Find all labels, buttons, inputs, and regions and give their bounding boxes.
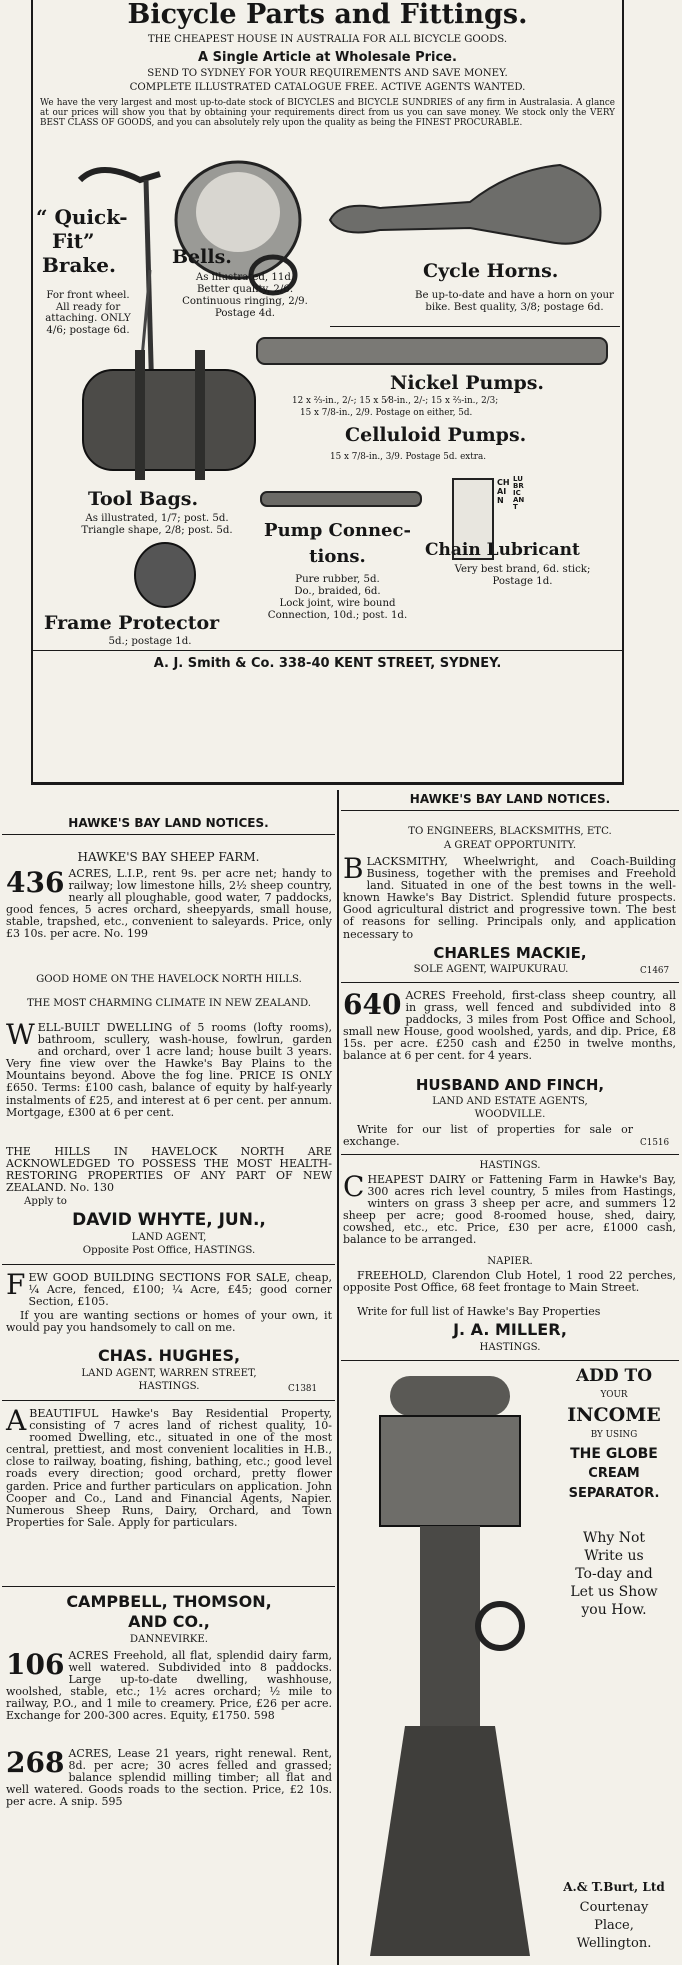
sections-ad <box>6 1268 332 1309</box>
income-4: BY USING <box>590 1430 638 1440</box>
dwelling-ad <box>6 1018 332 1119</box>
freehold-text: ACRES Freehold, first-class sheep country, all in grass, well fenced and subdivided into 8 paddocks, 3 miles from Post Office and School, small new House, good woolshed, yards, and dip. Price, £8 15s. per acre. £250 cash and £250 in twelve months, balance at 6 per cent. for 4 years. <box>343 989 676 1063</box>
campbell-town: DANNEVIRKE. <box>129 1634 209 1645</box>
income-7: SEPARATOR. <box>568 1486 660 1501</box>
bicycle-footer: A. J. Smith & Co. 338-40 KENT STREET, SYDNEY. <box>153 656 502 671</box>
finch-role: LAND AND ESTATE AGENTS, <box>432 1096 588 1107</box>
connections-text-2: Do., braided, 6d. <box>294 586 381 597</box>
horns-title: Cycle Horns. <box>423 260 559 282</box>
why-3: To-day and <box>575 1566 653 1582</box>
lease-ad <box>6 1748 332 1808</box>
blacksmith-ad <box>343 852 676 941</box>
whyte-name: DAVID WHYTE, JUN., <box>72 1210 266 1230</box>
opportunity: A GREAT OPPORTUNITY. <box>443 840 577 851</box>
freehold-ad <box>343 990 676 1063</box>
sections-text-2: If you are wanting sections or homes of your own, it would pay you handsomely to call on me. <box>6 1309 332 1335</box>
burt-2: Courtenay <box>579 1900 649 1915</box>
bells-text-2: Better quality, 2/6. <box>196 284 294 295</box>
cheapest-dairy-cap: C <box>343 1170 365 1203</box>
residential-cap: A <box>6 1404 27 1437</box>
cheapest-dairy-ad <box>343 1170 676 1247</box>
left-header: HAWKE'S BAY LAND NOTICES. <box>68 816 269 830</box>
why-5: you How. <box>581 1602 647 1618</box>
brake-text: For front wheel. All ready for attaching. ONLY 4/6; postage 6d. <box>45 290 131 336</box>
finch-write: Write for our list of properties for sale or exchange. <box>343 1123 633 1149</box>
bicycle-send: SEND TO SYDNEY FOR YOUR REQUIREMENTS AND SAVE MONEY. <box>147 68 508 79</box>
cream-separator-illustration <box>350 1366 550 1964</box>
frame-protector-illustration <box>130 540 200 610</box>
hughes-addr: LAND AGENT, WARREN STREET, <box>81 1368 257 1379</box>
nickel-pump-illustration <box>255 330 615 370</box>
sections-text: EW GOOD BUILDING SECTIONS FOR SALE, cheap, ¼ Acre, fenced, £100; ¼ Acre, £45; good corner Section, £105. <box>28 1271 332 1309</box>
bicycle-title: Bicycle Parts and Fittings. <box>127 0 528 30</box>
lubricant-label-1: CHAIN <box>497 478 510 505</box>
lubricant-text-2: Postage 1d. <box>492 576 553 587</box>
income-1: ADD TO <box>575 1366 653 1386</box>
pumps-title: Nickel Pumps. <box>390 372 545 394</box>
good-home: GOOD HOME ON THE HAVELOCK NORTH HILLS. <box>36 974 302 985</box>
sheep-farm-title: HAWKE'S BAY SHEEP FARM. <box>77 850 260 864</box>
bicycle-offer: A Single Article at Wholesale Price. <box>198 50 457 65</box>
connections-title-1: Pump Connec- <box>264 520 411 541</box>
lease-num: 268 <box>6 1746 65 1779</box>
brake-title-1: “ Quick- <box>36 205 128 229</box>
napier-text: FREEHOLD, Clarendon Club Hotel, 1 rood 22 perches, opposite Post Office, 68 feet frontage to Main Street. <box>343 1269 676 1295</box>
why-1: Why Not <box>582 1530 646 1546</box>
bicycle-tagline: THE CHEAPEST HOUSE IN AUSTRALIA FOR ALL BICYCLE GOODS. <box>147 34 508 45</box>
connections-text-3: Lock joint, wire bound <box>279 598 396 609</box>
bicycle-catalogue: COMPLETE ILLUSTRATED CATALOGUE FREE. ACTIVE AGENTS WANTED. <box>129 82 526 93</box>
napier-write: Write for full list of Hawke's Bay Properties <box>357 1305 601 1318</box>
dairy-text: ACRES Freehold, all flat, splendid dairy farm, well watered. Subdivided into 8 paddocks. Large up-to-date dwelling, washhouse, woolshed, stable, etc.; 1½ acres orchard; ½ mile to railway, P.O., and 1 mile to creamery. Price, £26 per acre. Exchange for 200-300 acres. Equity, £1750. 598 <box>6 1649 332 1723</box>
charming-climate: THE MOST CHARMING CLIMATE IN NEW ZEALAND. <box>26 998 312 1009</box>
lease-text: ACRES, Lease 21 years, right renewal. Rent, 8d. per acre; 30 acres felled and grassed; balance splendid milling timber; all flat and well watered. Goods roads to the section. Price, £2 10s. per acre. A snip. 595 <box>6 1747 332 1809</box>
brake-title-3: Brake. <box>42 253 116 277</box>
whyte-role: LAND AGENT, <box>131 1232 207 1243</box>
bells-text-4: Postage 4d. <box>214 308 275 319</box>
apply-to: Apply to <box>24 1196 67 1207</box>
pumps-text-1: 12 x ⅔-in., 2/-; 15 x 5⁄8-in., 2/-; 15 x ⅔-in., 2/3; <box>292 396 499 406</box>
campbell-name-2: AND CO., <box>128 1612 210 1631</box>
bicycle-intro: We have the very largest and most up-to-date stock of BICYCLES and BICYCLE SUNDRIES of any firm in Australasia. A glance at our prices will show you that by obtaining your requirements direct from us you can save money. We stock only the VERY BEST CLASS OF GOODS, and you can absolutely rely upon the quality as being the FINEST PROCURABLE. <box>40 98 615 129</box>
blacksmith-text: LACKSMITHY, Wheelwright, and Coach-Building Business, together with the premises and Freehold land. Situated in one of the best towns in the well-known Hawke's Bay District. Splendid future prospects. Good agricultural district and progressive town. The best of reasons for selling. Principals only, and application necessary to <box>343 855 676 941</box>
mackie-code: C1467 <box>640 966 670 976</box>
finch-code: C1516 <box>640 1138 670 1148</box>
hughes-name: CHAS. HUGHES, <box>97 1346 241 1365</box>
income-2: YOUR <box>600 1390 628 1400</box>
freehold-num: 640 <box>343 988 402 1021</box>
hughes-town: HASTINGS. <box>138 1381 200 1392</box>
dairy-num: 106 <box>6 1648 65 1681</box>
sections-cap: F <box>6 1268 26 1301</box>
hills-text: THE HILLS IN HAVELOCK NORTH ARE ACKNOWLEDGED TO POSSESS THE MOST HEALTH-RESTORING PROPERTIES OF ANY PART OF NEW ZEALAND. No. 130 <box>6 1145 332 1195</box>
lubricant-text-1: Very best brand, 6d. stick; <box>454 564 591 575</box>
frame-text: 5d.; postage 1d. <box>108 636 192 647</box>
frame-title: Frame Protector <box>44 612 220 634</box>
hughes-code: C1381 <box>288 1384 318 1394</box>
bells-title: Bells. <box>172 246 232 268</box>
dwelling-cap: W <box>6 1018 35 1051</box>
income-6: CREAM <box>588 1466 640 1481</box>
napier-heading: NAPIER. <box>487 1256 533 1267</box>
connections-text-4: Connection, 10d.; post. 1d. <box>267 610 408 621</box>
dairy-farm-ad <box>6 1650 332 1723</box>
mackie-name: CHARLES MACKIE, <box>433 944 587 962</box>
income-3: INCOME <box>567 1404 661 1426</box>
sheep-num: 436 <box>6 866 65 899</box>
residential-ad <box>6 1404 332 1529</box>
burt-4: Wellington. <box>576 1936 652 1951</box>
why-2: Write us <box>584 1548 644 1564</box>
miller-name: J. A. MILLER, <box>453 1320 567 1339</box>
lubricant-title: Chain Lubricant <box>425 540 580 560</box>
celluloid-text: 15 x 7/8-in., 3/9. Postage 5d. extra. <box>330 452 487 462</box>
pumps-text-2: 15 x 7/8-in., 2/9. Postage on either, 5d. <box>300 408 473 418</box>
bells-text-1: As illustrated, 11d. <box>195 272 295 283</box>
why-4: Let us Show <box>570 1584 658 1600</box>
campbell-name-1: CAMPBELL, THOMSON, <box>66 1592 272 1611</box>
toolbags-text-1: As illustrated, 1/7; post. 5d. <box>85 513 229 524</box>
burt-1: A.& T.Burt, Ltd <box>563 1880 665 1894</box>
miller-town: HASTINGS. <box>479 1342 541 1353</box>
celluloid-title: Celluloid Pumps. <box>345 424 527 446</box>
right-header: HAWKE'S BAY LAND NOTICES. <box>409 792 611 806</box>
toolbags-title: Tool Bags. <box>88 488 199 510</box>
cheapest-dairy-text: HEAPEST DAIRY or Fattening Farm in Hawke's Bay, 300 acres rich level country, 5 miles from Hastings, winters on grass 3 sheep per acre, and summers 12 sheep per acre; good 8-roomed house, shed, dairy, cowshed, etc., etc. Price, £30 per acre, £1000 cash, balance to be arranged. <box>343 1173 676 1247</box>
horn-illustration <box>320 150 610 260</box>
dwelling-text: ELL-BUILT DWELLING of 5 rooms (lofty rooms), bathroom, scullery, wash-house, fowlrun, garden and orchard, over 1 acre land; house built 3 years. Very fine view over the Hawke's Bay Plains to the Mountains beyond. Above the fog line. PRICE IS ONLY £650. Terms: £100 cash, balance of equity by half-yearly instalments of £25, and interest at 6 per cent. per annum. Mortgage, £300 at 6 per cent. <box>6 1021 332 1119</box>
toolbags-text-2: Triangle shape, 2/8; post. 5d. <box>81 525 233 536</box>
blacksmith-cap: B <box>343 852 364 885</box>
hastings-heading: HASTINGS. <box>479 1160 541 1171</box>
connections-title-2: tions. <box>309 546 366 567</box>
lubricant-label-2: LUBRICANT <box>513 475 525 511</box>
pump-connection-illustration <box>255 478 435 520</box>
toolbag-illustration <box>75 340 265 480</box>
income-5: THE GLOBE <box>570 1446 658 1462</box>
whyte-addr: Opposite Post Office, HASTINGS. <box>82 1245 256 1256</box>
bells-text-3: Continuous ringing, 2/9. <box>182 296 308 307</box>
brake-title-2: Fit” <box>52 229 95 253</box>
sheep-farm-ad <box>6 868 332 941</box>
finch-town: WOODVILLE. <box>474 1109 546 1120</box>
sheep-text: ACRES, L.I.P., rent 9s. per acre net; handy to railway; low limestone hills, 2½ sheep country, nearly all ploughable, good water, 7 paddocks, good fences, 5 acres orchard, sheepyards, small house, stable, trapshed, etc., convenient to saleyards. Price, only £3 10s. per acre. No. 199 <box>6 867 332 941</box>
burt-3: Place, <box>594 1918 634 1933</box>
finch-name: HUSBAND AND FINCH, <box>415 1076 605 1094</box>
residential-text: BEAUTIFUL Hawke's Bay Residential Property, consisting of 7 acres land of richest quality, 10-roomed Dwelling, etc., situated in one of the most central, prettiest, and most convenient localities in H.B., close to railway, boating, fishing, bathing, etc.; good level roads every direction; good orchard, pretty flower garden. Price and further particulars on application. John Cooper and Co., Land and Financial Agents, Napier. Numerous Sheep Runs, Dairy, Orchard, and Town Properties for Sale. Apply for particulars. <box>6 1407 332 1529</box>
connections-text-1: Pure rubber, 5d. <box>295 574 380 585</box>
horns-text: Be up-to-date and have a horn on your bike. Best quality, 3/8; postage 6d. <box>415 290 614 313</box>
mackie-role: SOLE AGENT, WAIPUKURAU. <box>413 964 569 975</box>
engineers: TO ENGINEERS, BLACKSMITHS, ETC. <box>408 826 612 837</box>
